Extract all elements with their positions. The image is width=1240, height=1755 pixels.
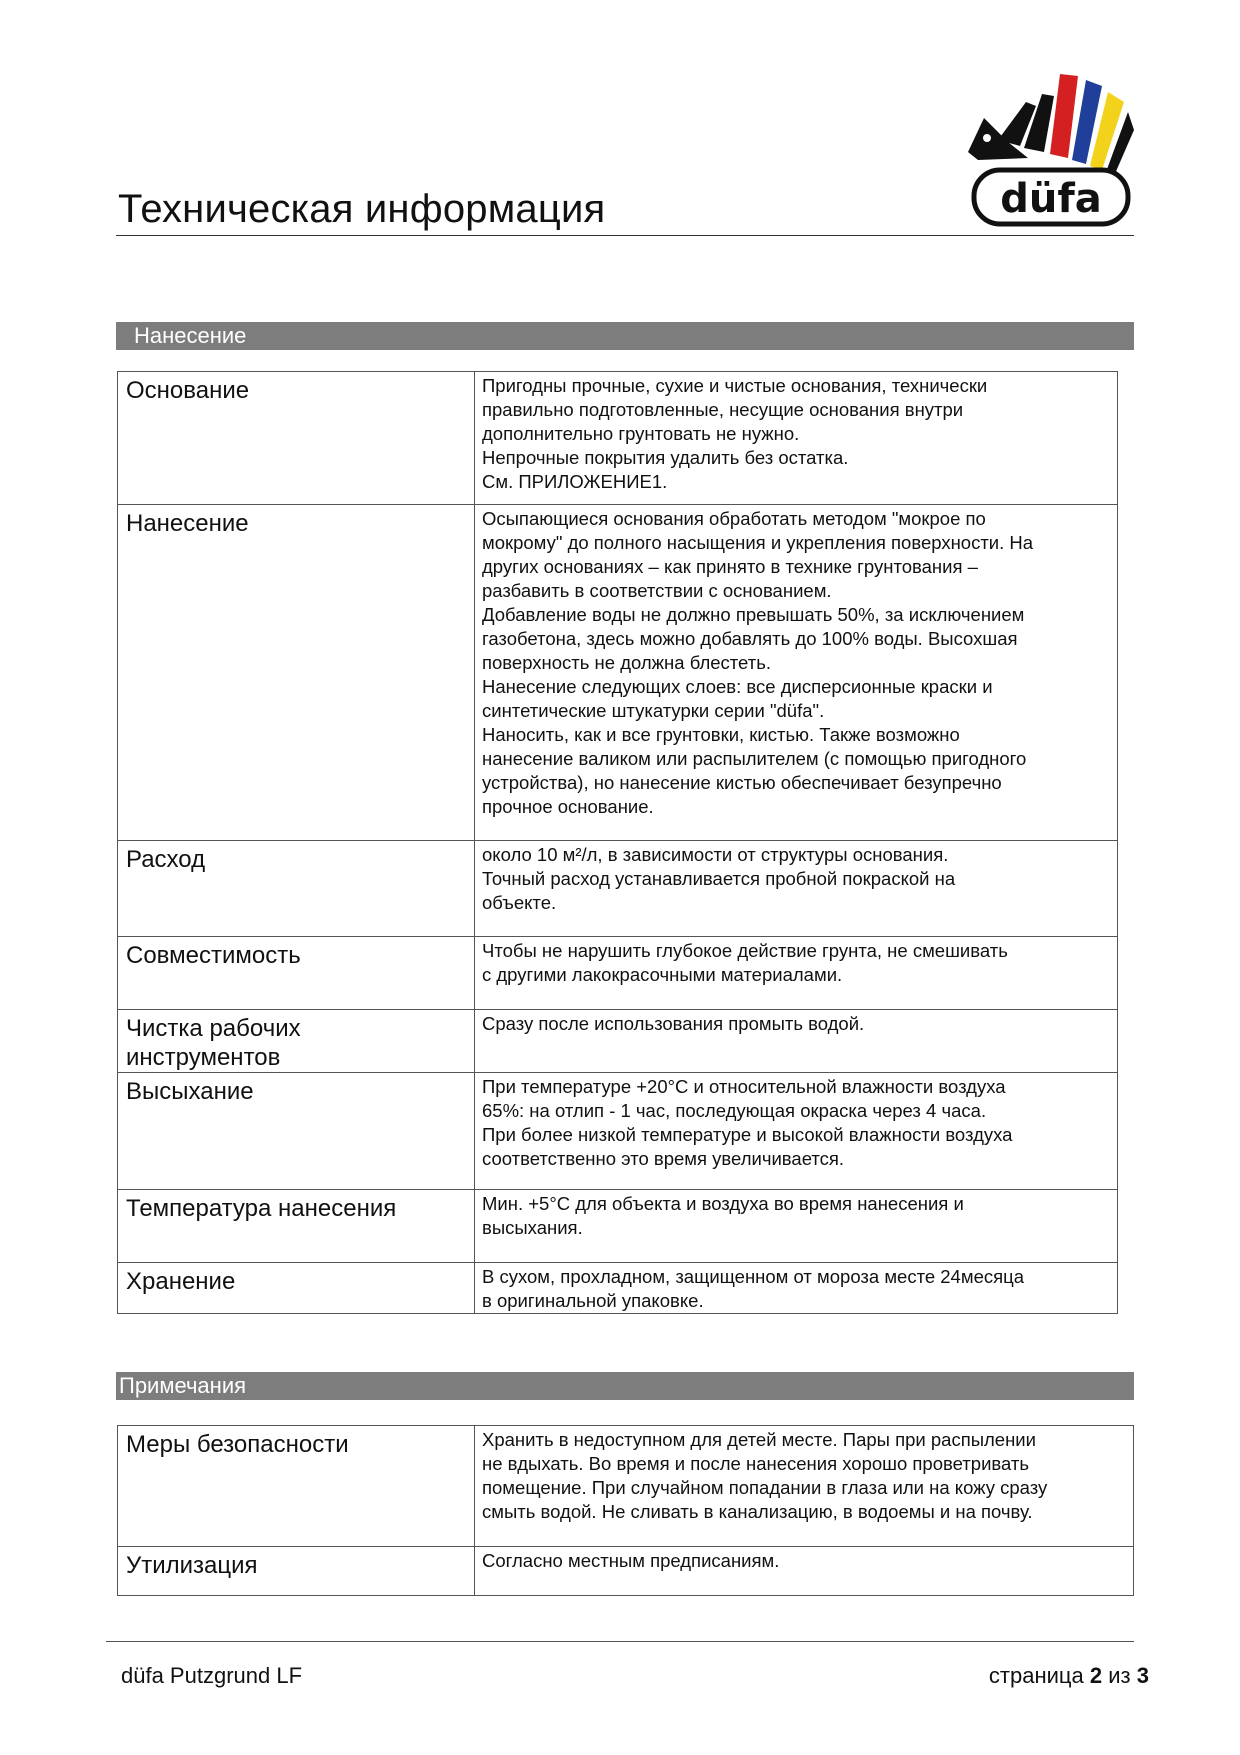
section-header-application: Нанесение (116, 322, 1134, 350)
table-row (118, 372, 1118, 505)
row-text: Согласно местным предписаниям. (482, 1550, 780, 1571)
footer-divider (106, 1641, 1134, 1642)
row-label: Расход (118, 841, 475, 937)
page-title: Техническая информация (118, 186, 606, 231)
table-row (118, 841, 1118, 937)
row-text: При температуре +20°C и относительной влажности воздуха 65%: на отлип - 1 час, последующая окраска через 4 часа. При более низкой температуре и высокой влажности воздуха соответственно это время увеличивается. (482, 1076, 1013, 1169)
row-value (475, 505, 1118, 841)
application-table (117, 371, 1118, 1314)
table-row (118, 1263, 1118, 1314)
row-value (475, 1547, 1134, 1596)
header-divider (116, 235, 1134, 236)
row-label: Основание (118, 372, 475, 505)
row-value (475, 1263, 1118, 1314)
row-value (475, 937, 1118, 1010)
row-label: Температура нанесения (118, 1190, 475, 1263)
table-row (118, 505, 1118, 841)
row-value (475, 1010, 1118, 1073)
row-label: Чистка рабочих инструментов (118, 1010, 475, 1073)
row-label: Хранение (118, 1263, 475, 1314)
page-separator: из (1108, 1663, 1131, 1688)
row-text: Чтобы не нарушить глубокое действие грунта, не смешивать с другими лакокрасочными материалами. (482, 940, 1008, 985)
row-text: Сразу после использования промыть водой. (482, 1013, 865, 1034)
notes-table (117, 1425, 1134, 1596)
row-text: Осыпающиеся основания обработать методом "мокрое по мокрому" до полного насыщения и укрепления поверхности. На других основаниях – как принято в технике грунтования – разбавить в соответствии с основанием. Добавление воды не должно превышать 50%, за исключением газобетона, здесь можно добавлять до 100% воды. Высохшая поверхность не должна блестеть. Нанесение следующих слоев: все дисперсионные краски и синтетические штукатурки серии "düfa". Наносить, как и все грунтовки, кистью. Также возможно нанесение валиком или распылителем (с помощью пригодного устройства), но нанесение кистью обеспечивает безупречно прочное основание. (482, 508, 1034, 817)
table-row (118, 937, 1118, 1010)
row-value (475, 1190, 1118, 1263)
table-row (118, 1190, 1118, 1263)
section-header-notes: Примечания (116, 1372, 1134, 1400)
footer-product-name: düfa Putzgrund LF (121, 1663, 303, 1688)
row-text: Хранить в недоступном для детей месте. Пары при распылении не вдыхать. Во время и после нанесения хорошо проветривать помещение. При случайном попадании в глаза или на кожу сразу смыть водой. Не сливать в канализацию, в водоемы и на почву. (482, 1429, 1048, 1522)
page-number (989, 1663, 1149, 1689)
row-value (475, 1426, 1134, 1547)
row-value (475, 1073, 1118, 1190)
table-row (118, 1010, 1118, 1073)
row-value (475, 372, 1118, 505)
row-text: около 10 м²/л, в зависимости от структуры основания. Точный расход устанавливается пробной покраской на объекте. (482, 844, 956, 913)
row-label: Меры безопасности (118, 1426, 475, 1547)
table-row (118, 1547, 1134, 1596)
row-text: Мин. +5°C для объекта и воздуха во время нанесения и высыхания. (482, 1193, 964, 1238)
row-label: Совместимость (118, 937, 475, 1010)
row-label: Нанесение (118, 505, 475, 841)
table-row (118, 1073, 1118, 1190)
dufa-logo (968, 72, 1134, 230)
page-word: страница (988, 1663, 1084, 1688)
row-label: Утилизация (118, 1547, 475, 1596)
table-row (118, 1426, 1134, 1547)
row-value (475, 841, 1118, 937)
page-total: 3 (1136, 1663, 1149, 1688)
page-current: 2 (1089, 1663, 1103, 1688)
logo-wordmark: düfa (1000, 176, 1102, 222)
row-text: Пригодны прочные, сухие и чистые основания, технически правильно подготовленные, несущие основания внутри дополнительно грунтовать не нужно. Непрочные покрытия удалить без остатка. См. ПРИЛОЖЕНИЕ1. (482, 375, 988, 492)
row-label: Высыхание (118, 1073, 475, 1190)
row-text: В сухом, прохладном, защищенном от мороза месте 24месяца в оригинальной упаковке. (482, 1266, 1025, 1311)
